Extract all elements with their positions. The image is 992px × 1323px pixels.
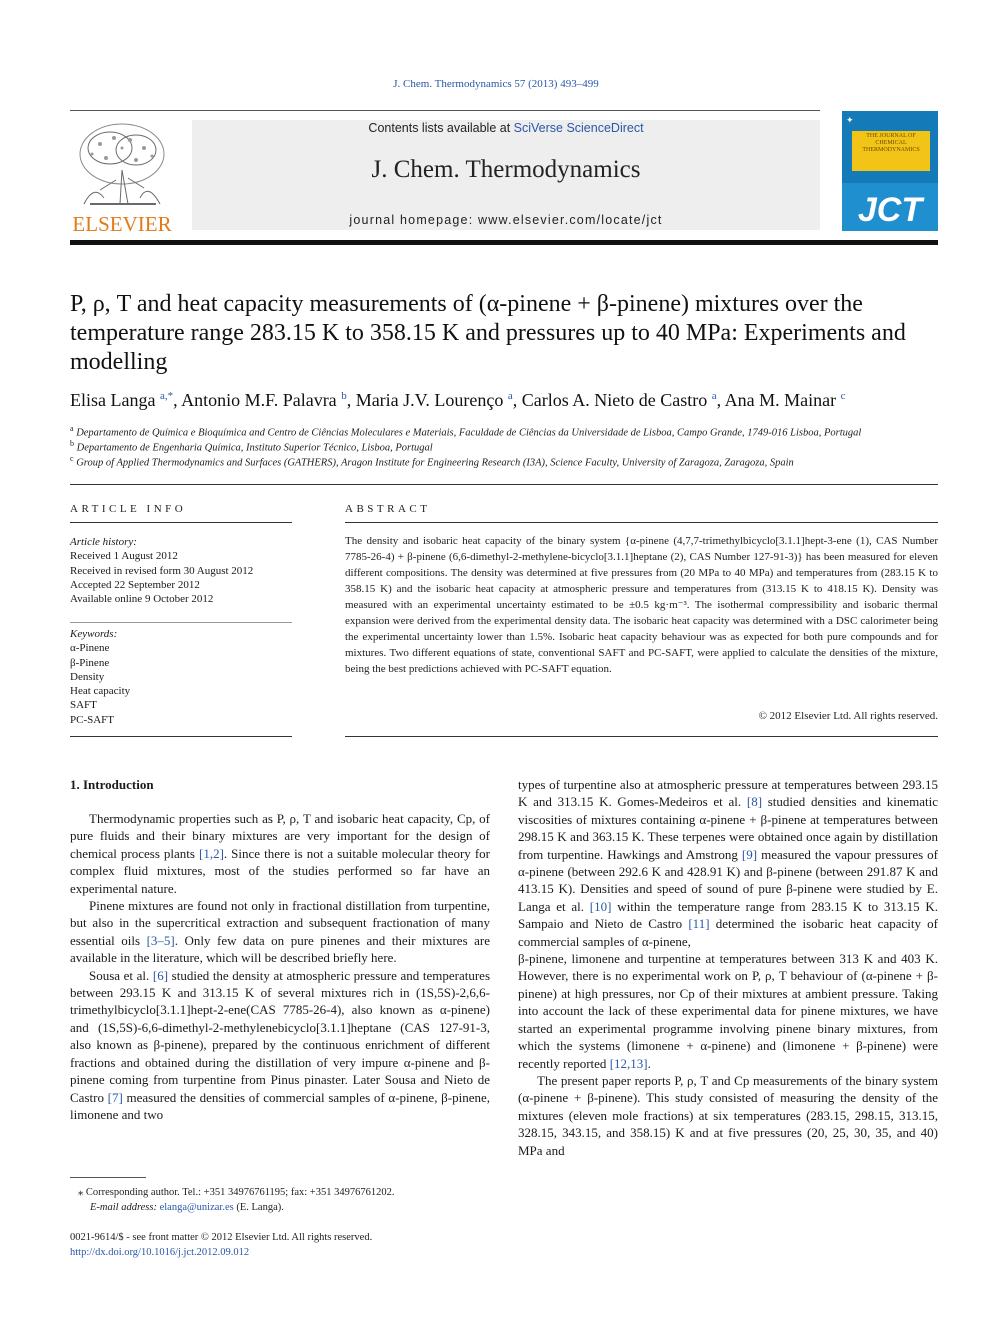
affiliation-mark: a: [70, 424, 74, 433]
issn-line: 0021-9614/$ - see front matter © 2012 Elsevier Ltd. All rights reserved.: [70, 1232, 373, 1243]
journal-cover[interactable]: [842, 111, 938, 231]
paragraph: [518, 776, 938, 950]
author-affil-mark[interactable]: a: [711, 390, 717, 402]
elsevier-wordmark: ELSEVIER: [72, 212, 172, 236]
author-name[interactable]: Elisa Langa: [70, 390, 156, 410]
keyword-item: Heat capacity: [70, 685, 131, 698]
doi-link[interactable]: http://dx.doi.org/10.1016/j.jct.2012.09.012: [70, 1247, 250, 1258]
history-item: Available online 9 October 2012: [70, 593, 214, 606]
history-item: Received in revised form 30 August 2012: [70, 564, 254, 577]
body-column-right: [518, 776, 938, 1159]
paragraph: [70, 967, 490, 1124]
abstract-text: The density and isobaric heat capacity of the binary system {α-pinene (4,7,7-trimethylbicyclo[3.1.1]hept-3-ene (1), CAS Number 7785-26-4) + β-pinene (6,6-dimethyl-2-methylene-bicyclo[3.1.1]heptane (2), CAS Number 127-91-3)} has been measured for eleven different compositions. The density was determined at five pressures from (20 MPa to 40 MPa) and temperatures from (283.15 K to 358.15 K) and the isobaric heat capacity at atmospheric pressure and temperatures from (313.15 K to 418.15 K). Density was measured with an experimental uncertainty estimated to be ±0.5 kg·m⁻³. The isothermal compressibility and isobaric thermal expansion were derived from the experimental density data. The isobaric heat capacity was determined with a DSC calorimeter being the experimental uncertainty lower than 1.5%. Isobaric heat capacity behaviour was as expected for both pure compounds and for mixtures. Two different equations of state, conventional SAFT and PC-SAFT, were applied to calculate the densities of the mixture, being the best predictions achieved with PC-SAFT equation.: [345, 535, 938, 675]
text-run: . Since there is not a suitable molecular theory for complex fluid mixtures, most of the studies performed so far have an experimental nature.: [70, 845, 490, 896]
author-affil-mark[interactable]: b: [341, 390, 347, 402]
contents-line: [192, 121, 820, 135]
article-info-bottom-rule: [70, 736, 292, 737]
body-column-left: [70, 810, 490, 1123]
journal-title: J. Chem. Thermodynamics: [371, 156, 641, 183]
affiliation-mark: c: [70, 454, 74, 463]
text-run: measured the vapour pressures of α-pinene (between 292.6 K and 428.91 K) and β-pinene (between 291.87 K and 413.15 K). Densities and speed of sound of pure β-pinene were studied by E. Langa et al.: [518, 846, 939, 914]
keyword-item: PC-SAFT: [70, 713, 115, 726]
keyword-item: SAFT: [70, 699, 97, 712]
abstract-heading: ABSTRACT: [345, 503, 431, 515]
history-label: Article history:: [70, 536, 137, 548]
introduction-heading: 1. Introduction: [70, 777, 154, 792]
journal-citation[interactable]: J. Chem. Thermodynamics 57 (2013) 493–499: [393, 78, 599, 90]
affiliation: [70, 439, 950, 454]
reference-link[interactable]: [8]: [746, 794, 763, 810]
text-run: Thermodynamic properties such as P, ρ, T and isobaric heat capacity, Cp, of pure fluids and their binary mixtures are very important for the design of chemical process plants: [70, 811, 490, 861]
header-thick-rule: [70, 240, 938, 245]
keyword-item: β-Pinene: [70, 656, 110, 669]
email-suffix: (E. Langa).: [233, 1202, 284, 1213]
reference-link[interactable]: [1,2]: [199, 845, 224, 861]
reference-link[interactable]: [10]: [589, 898, 612, 914]
reference-link[interactable]: [11]: [688, 916, 710, 932]
abstract-rule: [345, 522, 938, 523]
paragraph: The present paper reports P, ρ, T and Cp measurements of the binary system (α-pinene + β-pinene). This study consisted of measuring the density of the mixtures (eleven mole fractions) at six temperatures (283.15, 298.15, 313.15, 328.15, 343.15, and 358.15) K and at five pressures (20, 25, 30, 35, and 40) MPa and: [518, 1072, 938, 1158]
history-item: Accepted 22 September 2012: [70, 578, 200, 591]
abstract-bottom-rule: [345, 736, 938, 737]
email-note: [70, 1200, 490, 1215]
text-run: β-pinene, limonene and turpentine at temperatures between 313 K and 403 K. However, there is no experimental work on P, ρ, T behaviour of (α-pinene + β-pinene) at high pressures, nor Cp of their mixtures at ambient pressure. Taking into account the lack of these experimental data for pinene mixtures, we have started an experimental programme involving pinene binary mixtures, from which the systems (limonene + α-pinene) and (limonene + β-pinene) were recently reported: [518, 951, 938, 1071]
affiliation: [70, 454, 950, 469]
email-link[interactable]: elanga@unizar.es: [159, 1202, 234, 1213]
keyword-item: Density: [70, 670, 105, 683]
keywords: [70, 627, 292, 727]
article-title: P, ρ, T and heat capacity measurements of (α-pinene + β-pinene) mixtures over the temperature range 283.15 K to 358.15 K and pressures up to 40 MPa: Experiments and modelling: [70, 291, 906, 375]
elsevier-logo[interactable]: [70, 120, 174, 235]
front-matter: [70, 1230, 490, 1260]
header-top-rule: [70, 110, 820, 111]
paragraph: [70, 810, 490, 897]
text-run: Pinene mixtures are found not only in fractional distillation from turpentine, but also in the supercritical extraction and subsequent fractionation of many essential oils: [70, 898, 490, 948]
cover-elsevier-mark-icon: ✦: [846, 115, 854, 125]
elsevier-tree-icon: [70, 120, 174, 212]
text-run: .: [647, 1055, 651, 1071]
cover-abbrev: JCT: [857, 191, 923, 229]
author-name[interactable]: Ana M. Mainar: [724, 390, 837, 410]
keyword-item: α-Pinene: [70, 642, 110, 655]
text-run: determined the isobaric heat capacity of commercial samples of α-pinene,: [518, 916, 939, 949]
text-run: Sousa et al.: [89, 967, 153, 983]
reference-link[interactable]: [3–5]: [146, 932, 175, 948]
keywords-rule: [70, 622, 292, 623]
cover-text: THE JOURNAL OF CHEMICAL THERMODYNAMICS: [862, 133, 920, 153]
author-name[interactable]: Maria J.V. Lourenço: [355, 390, 504, 410]
footnote-rule: [70, 1177, 146, 1178]
email-label: E-mail address:: [90, 1202, 160, 1213]
author-affil-mark[interactable]: a,*: [159, 390, 174, 402]
paragraph: [518, 950, 938, 1072]
article-info-rule: [70, 522, 292, 523]
paragraph: [70, 897, 490, 967]
affiliation-text: Group of Applied Thermodynamics and Surfaces (GATHERS), Aragon Institute for Engineering Research (I3A), Science Faculty, University of Zaragoza, Zaragoza, Spain: [76, 457, 794, 469]
sciencedirect-link[interactable]: SciVerse ScienceDirect: [513, 121, 644, 135]
text-run: . Only few data on pure pinenes and their mixtures are available in the literature, which will be described briefly here.: [70, 932, 491, 966]
reference-link[interactable]: [12,13]: [609, 1055, 648, 1071]
footnotes: [70, 1185, 490, 1215]
affiliation-text: Departamento de Química e Bioquímica and Centro de Ciências Moleculares e Materiais, Faculdade de Ciências da Universidade de Lisboa, Campo Grande, 1749-016 Lisboa, Portugal: [76, 427, 862, 439]
text-run: studied the density at atmospheric pressure and temperatures between 293.15 K and 313.15 K of several mixtures rich in (1S,5S)-2,6,6-trimethylbicyclo[3.1.1]hept-2-ene(CAS 7785-26-4), also known as α-pinene) and (1S,5S)-6,6-dimethyl-2-methylenebicyclo[3.1.1]heptane (CAS 127-91-3, also known as β-pinene), prepared by the continuous enrichment of different fractions and obtained during the distillation of very impure α-pinene and β-pinene coming from turpentine from Pinus pinaster. Later Sousa and Nieto de Castro: [70, 967, 491, 1105]
contents-prefix: Contents lists available at: [368, 121, 514, 135]
abstract-copyright: © 2012 Elsevier Ltd. All rights reserved.: [758, 710, 938, 722]
article-history: [70, 535, 292, 606]
reference-link[interactable]: [6]: [152, 967, 169, 983]
article-info-heading: ARTICLE INFO: [70, 503, 187, 515]
journal-homepage[interactable]: journal homepage: www.elsevier.com/locate/jct: [349, 213, 663, 227]
author-affil-mark[interactable]: a: [507, 390, 513, 402]
text-run: types of turpentine also at atmospheric pressure at temperatures between 293.15 K and 313.15 K. Gomes-Medeiros et al.: [518, 777, 938, 810]
section-divider: [70, 484, 938, 485]
author-name[interactable]: Carlos A. Nieto de Castro: [521, 390, 708, 410]
text-run: within the temperature range from 283.15 K to 313.15 K. Sampaio and Nieto de Castro: [518, 898, 938, 932]
affiliation: [70, 424, 950, 439]
author-name[interactable]: Antonio M.F. Palavra: [181, 390, 337, 410]
author-affil-mark[interactable]: c: [840, 390, 846, 402]
reference-link[interactable]: [7]: [107, 1089, 123, 1105]
reference-link[interactable]: [9]: [741, 846, 758, 862]
text-run: studied densities and kinematic viscosities of mixtures containing α-pinene + β-pinene at temperatures between 298.15 K and 363.15 K. These terpenes were obtained once again by distillation from turpentine. Hawkings and Amstrong: [518, 794, 938, 862]
author-list: Elisa Langa $^{a,*}$, Antonio M.F. Palavra $^b$, Maria J.V. Lourenço $^a$, Carlos A. Nieto de Castro $^a$, Ana M. Mainar $^c$: [70, 390, 846, 410]
history-item: Received 1 August 2012: [70, 550, 178, 563]
affiliation-text: Departamento de Engenharia Química, Instituto Superior Técnico, Lisboa, Portugal: [76, 442, 433, 454]
corresponding-author-note: ⁎ Corresponding author. Tel.: +351 34976761195; fax: +351 34976761202.: [78, 1187, 395, 1198]
keywords-label: Keywords:: [70, 628, 118, 640]
affiliation-mark: b: [70, 439, 74, 448]
text-run: measured the densities of commercial samples of α-pinene, β-pinene, limonene and two: [70, 1089, 490, 1122]
